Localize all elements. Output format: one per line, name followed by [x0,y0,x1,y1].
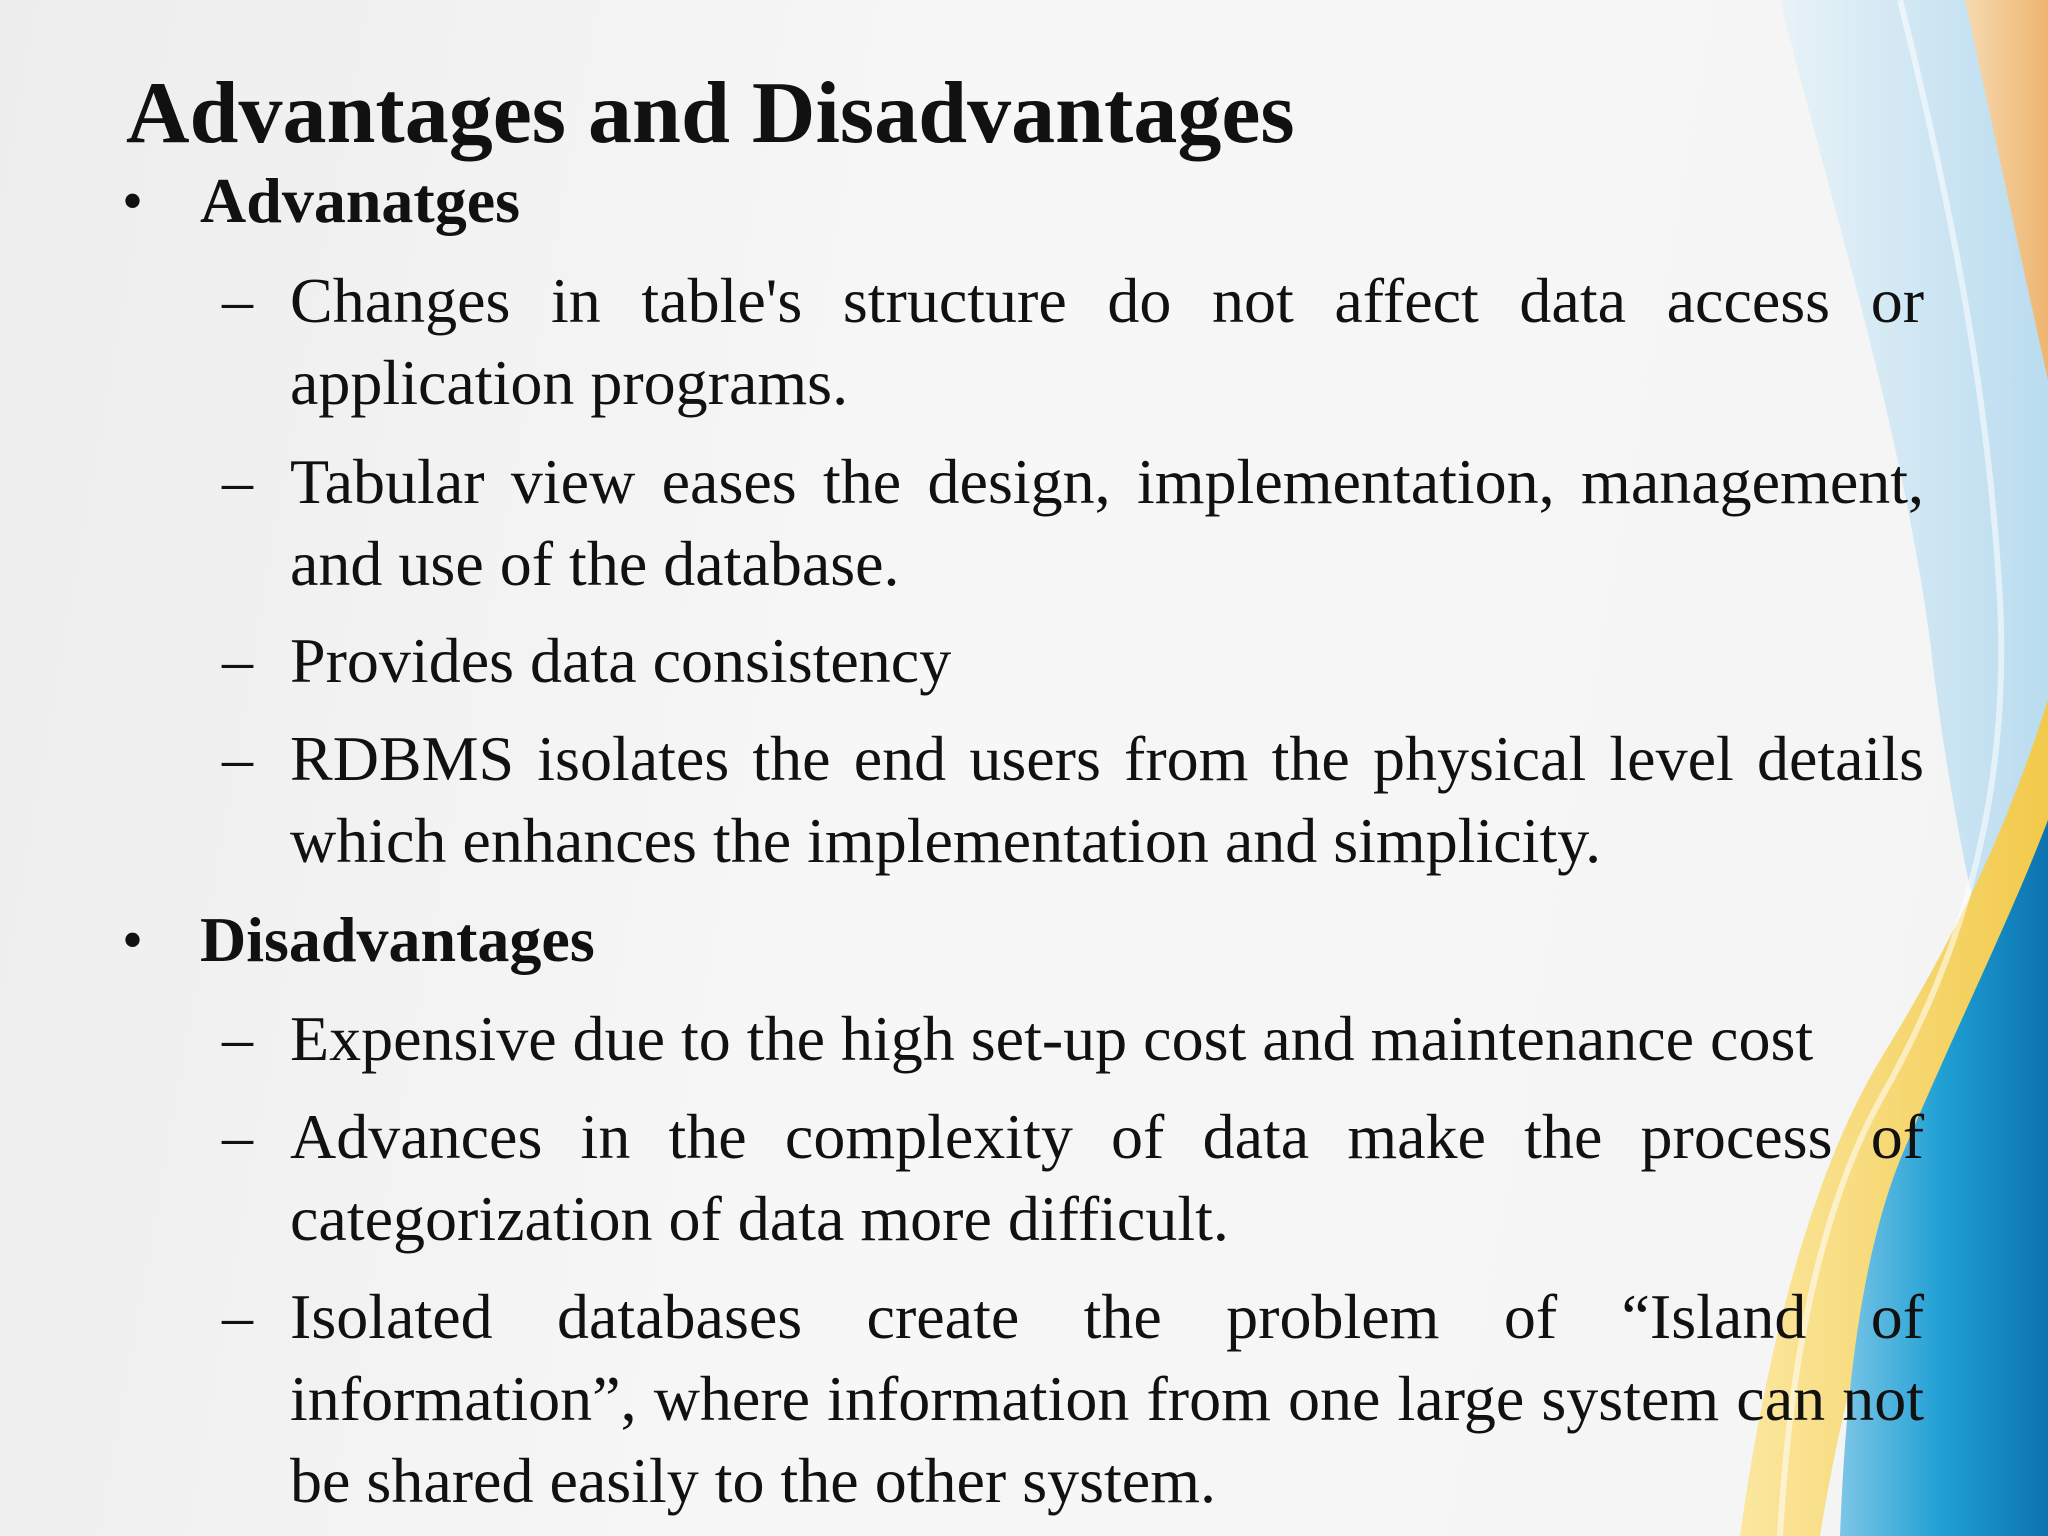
slide-title: Advantages and Disadvantages [126,65,1295,162]
dash-marker: – [222,1283,253,1351]
list-item-advantage: Tabular view eases the design, implementation, management, and use of the database. [290,446,1924,599]
list-item-disadvantage: Expensive due to the high set-up cost and maintenance cost [290,1003,1814,1074]
list-item-disadvantage: Advances in the complexity of data make the process of categorization of data more difficult. [290,1101,1924,1254]
dash-marker: – [222,267,253,335]
list-item-advantage: Provides data consistency [290,625,952,696]
list-item-advantage: Changes in table's structure do not affect data access or application programs. [290,265,1924,418]
bullet-dot: • [122,907,144,973]
list-item-advantage: RDBMS isolates the end users from the physical level details which enhances the implementation and simplicity. [290,723,1924,876]
section-heading-advantages: Advanatges [200,165,521,236]
section-heading-disadvantages: Disadvantages [200,904,595,975]
dash-marker: – [222,448,253,516]
dash-marker: – [222,1103,253,1171]
dash-marker: – [222,1005,253,1073]
dash-marker: – [222,627,253,695]
list-item-disadvantage: Isolated databases create the problem of “Island of information”, where information from one large system can not be shared easily to the other system. [290,1281,1924,1516]
dash-marker: – [222,725,253,793]
bullet-dot: • [122,168,144,234]
